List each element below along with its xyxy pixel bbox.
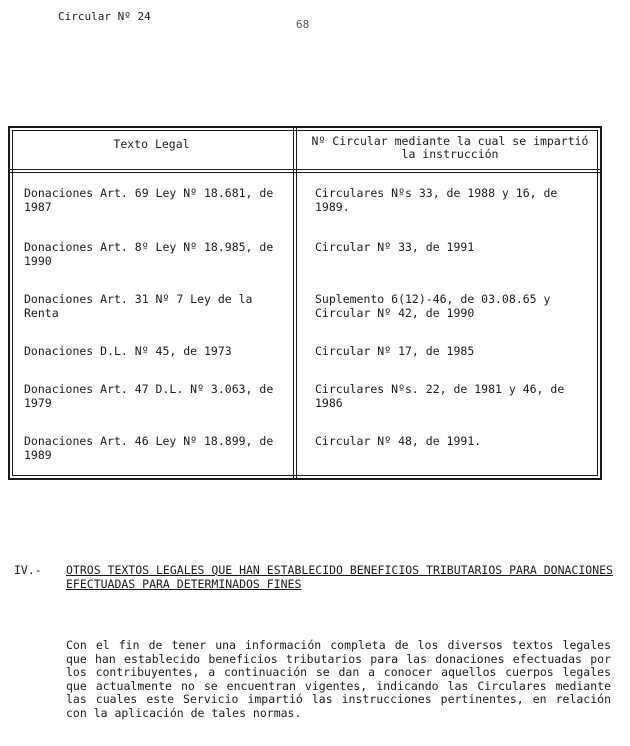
table-header-legal-text: Texto Legal [113, 137, 190, 151]
section-number: IV.- [14, 563, 42, 577]
circular-cell: Circulares Nºs 33, de 1988 y 16, de 1989. [315, 186, 558, 214]
body-paragraph: Con el fin de tener una información completa de los diversos textos legales que han establecido beneficios tributarios para las donaciones efectuadas por los contribuyentes, a continuación se dan a conocer aquellos cuerpos legales que actualmente no se encuentran vigentes, indicando las Circulares mediante las cuales este Servicio impartió las instrucciones pertinentes, en relación con la aplicación de tales normas. [66, 638, 611, 720]
circular-cell: Circular Nº 48, de 1991. [315, 434, 482, 448]
page-header: Circular Nº 24 [58, 10, 151, 23]
column-divider [293, 128, 297, 478]
header-divider [10, 169, 600, 173]
legal-text-cell: Donaciones Art. 47 D.L. Nº 3.063, de 1979 [24, 382, 274, 410]
legal-text-cell: Donaciones Art. 46 Ley Nº 18.899, de 1989 [24, 434, 274, 462]
section-title: OTROS TEXTOS LEGALES QUE HAN ESTABLECIDO BENEFICIOS TRIBUTARIOS PARA DONACIONES EFECTUADAS PARA DETERMINADOS FINES [66, 563, 613, 591]
legal-text-cell: Donaciones Art. 8º Ley Nº 18.985, de 1990 [24, 240, 274, 268]
legal-text-cell: Donaciones Art. 69 Ley Nº 18.681, de 1987 [24, 186, 274, 214]
circular-cell: Circular Nº 33, de 1991 [315, 240, 475, 254]
table-header-circular: Nº Circular mediante la cual se impartió la instrucción [311, 134, 589, 161]
legal-text-cell: Donaciones Art. 31 Nº 7 Ley de la Renta [24, 292, 253, 320]
page-number: 68 [296, 18, 310, 31]
legal-table [8, 126, 602, 480]
circular-cell: Circular Nº 17, de 1985 [315, 344, 475, 358]
circular-cell: Suplemento 6(12)-46, de 03.08.65 y Circular Nº 42, de 1990 [315, 292, 551, 320]
legal-text-cell: Donaciones D.L. Nº 45, de 1973 [24, 344, 232, 358]
circular-cell: Circulares Nºs. 22, de 1981 y 46, de 1986 [315, 382, 565, 410]
